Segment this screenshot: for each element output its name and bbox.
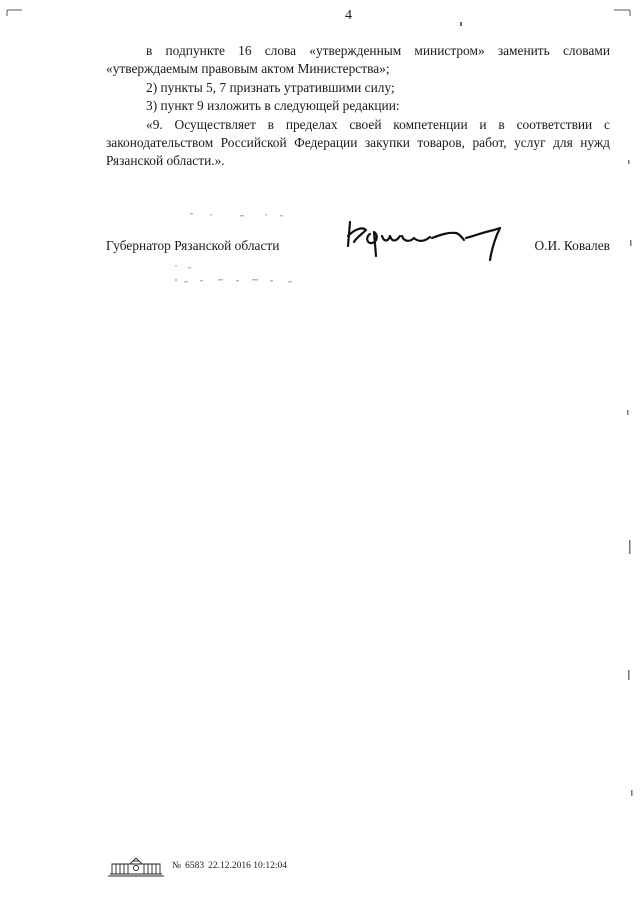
signature-block <box>106 238 610 278</box>
paragraph: 3) пункт 9 изложить в следующей редакции: <box>146 98 400 114</box>
paragraph: 2) пункты 5, 7 признать утратившими силу; <box>146 79 395 95</box>
registration-stamp <box>172 861 291 871</box>
page-number: 4 <box>345 8 352 23</box>
handwritten-signature <box>344 216 514 266</box>
paragraph: «9. Осуществляет в пределах своей компетенции и в соответствии с законодательством Российской Федерации закупки товаров, работ, услуг для нужд Рязанской области.». <box>106 116 610 169</box>
signatory-position: Губернатор Рязанской области <box>106 238 280 253</box>
signatory-name: О.И. Ковалев <box>534 238 610 253</box>
building-logo-icon <box>106 856 166 878</box>
paragraph: в подпункте 16 слова «утвержденным министром» заменить словами «утверждаемым правовым актом Министерства»; <box>106 43 610 77</box>
scan-noise <box>455 20 467 30</box>
number-sign: № <box>172 861 182 871</box>
corner-mark-icon <box>612 8 632 18</box>
scan-noise <box>622 150 636 890</box>
registration-datetime: 22.12.2016 10:12:04 <box>208 861 287 871</box>
corner-mark-icon <box>6 8 24 18</box>
body-text <box>106 42 610 171</box>
registration-number: 6583 <box>185 861 205 871</box>
